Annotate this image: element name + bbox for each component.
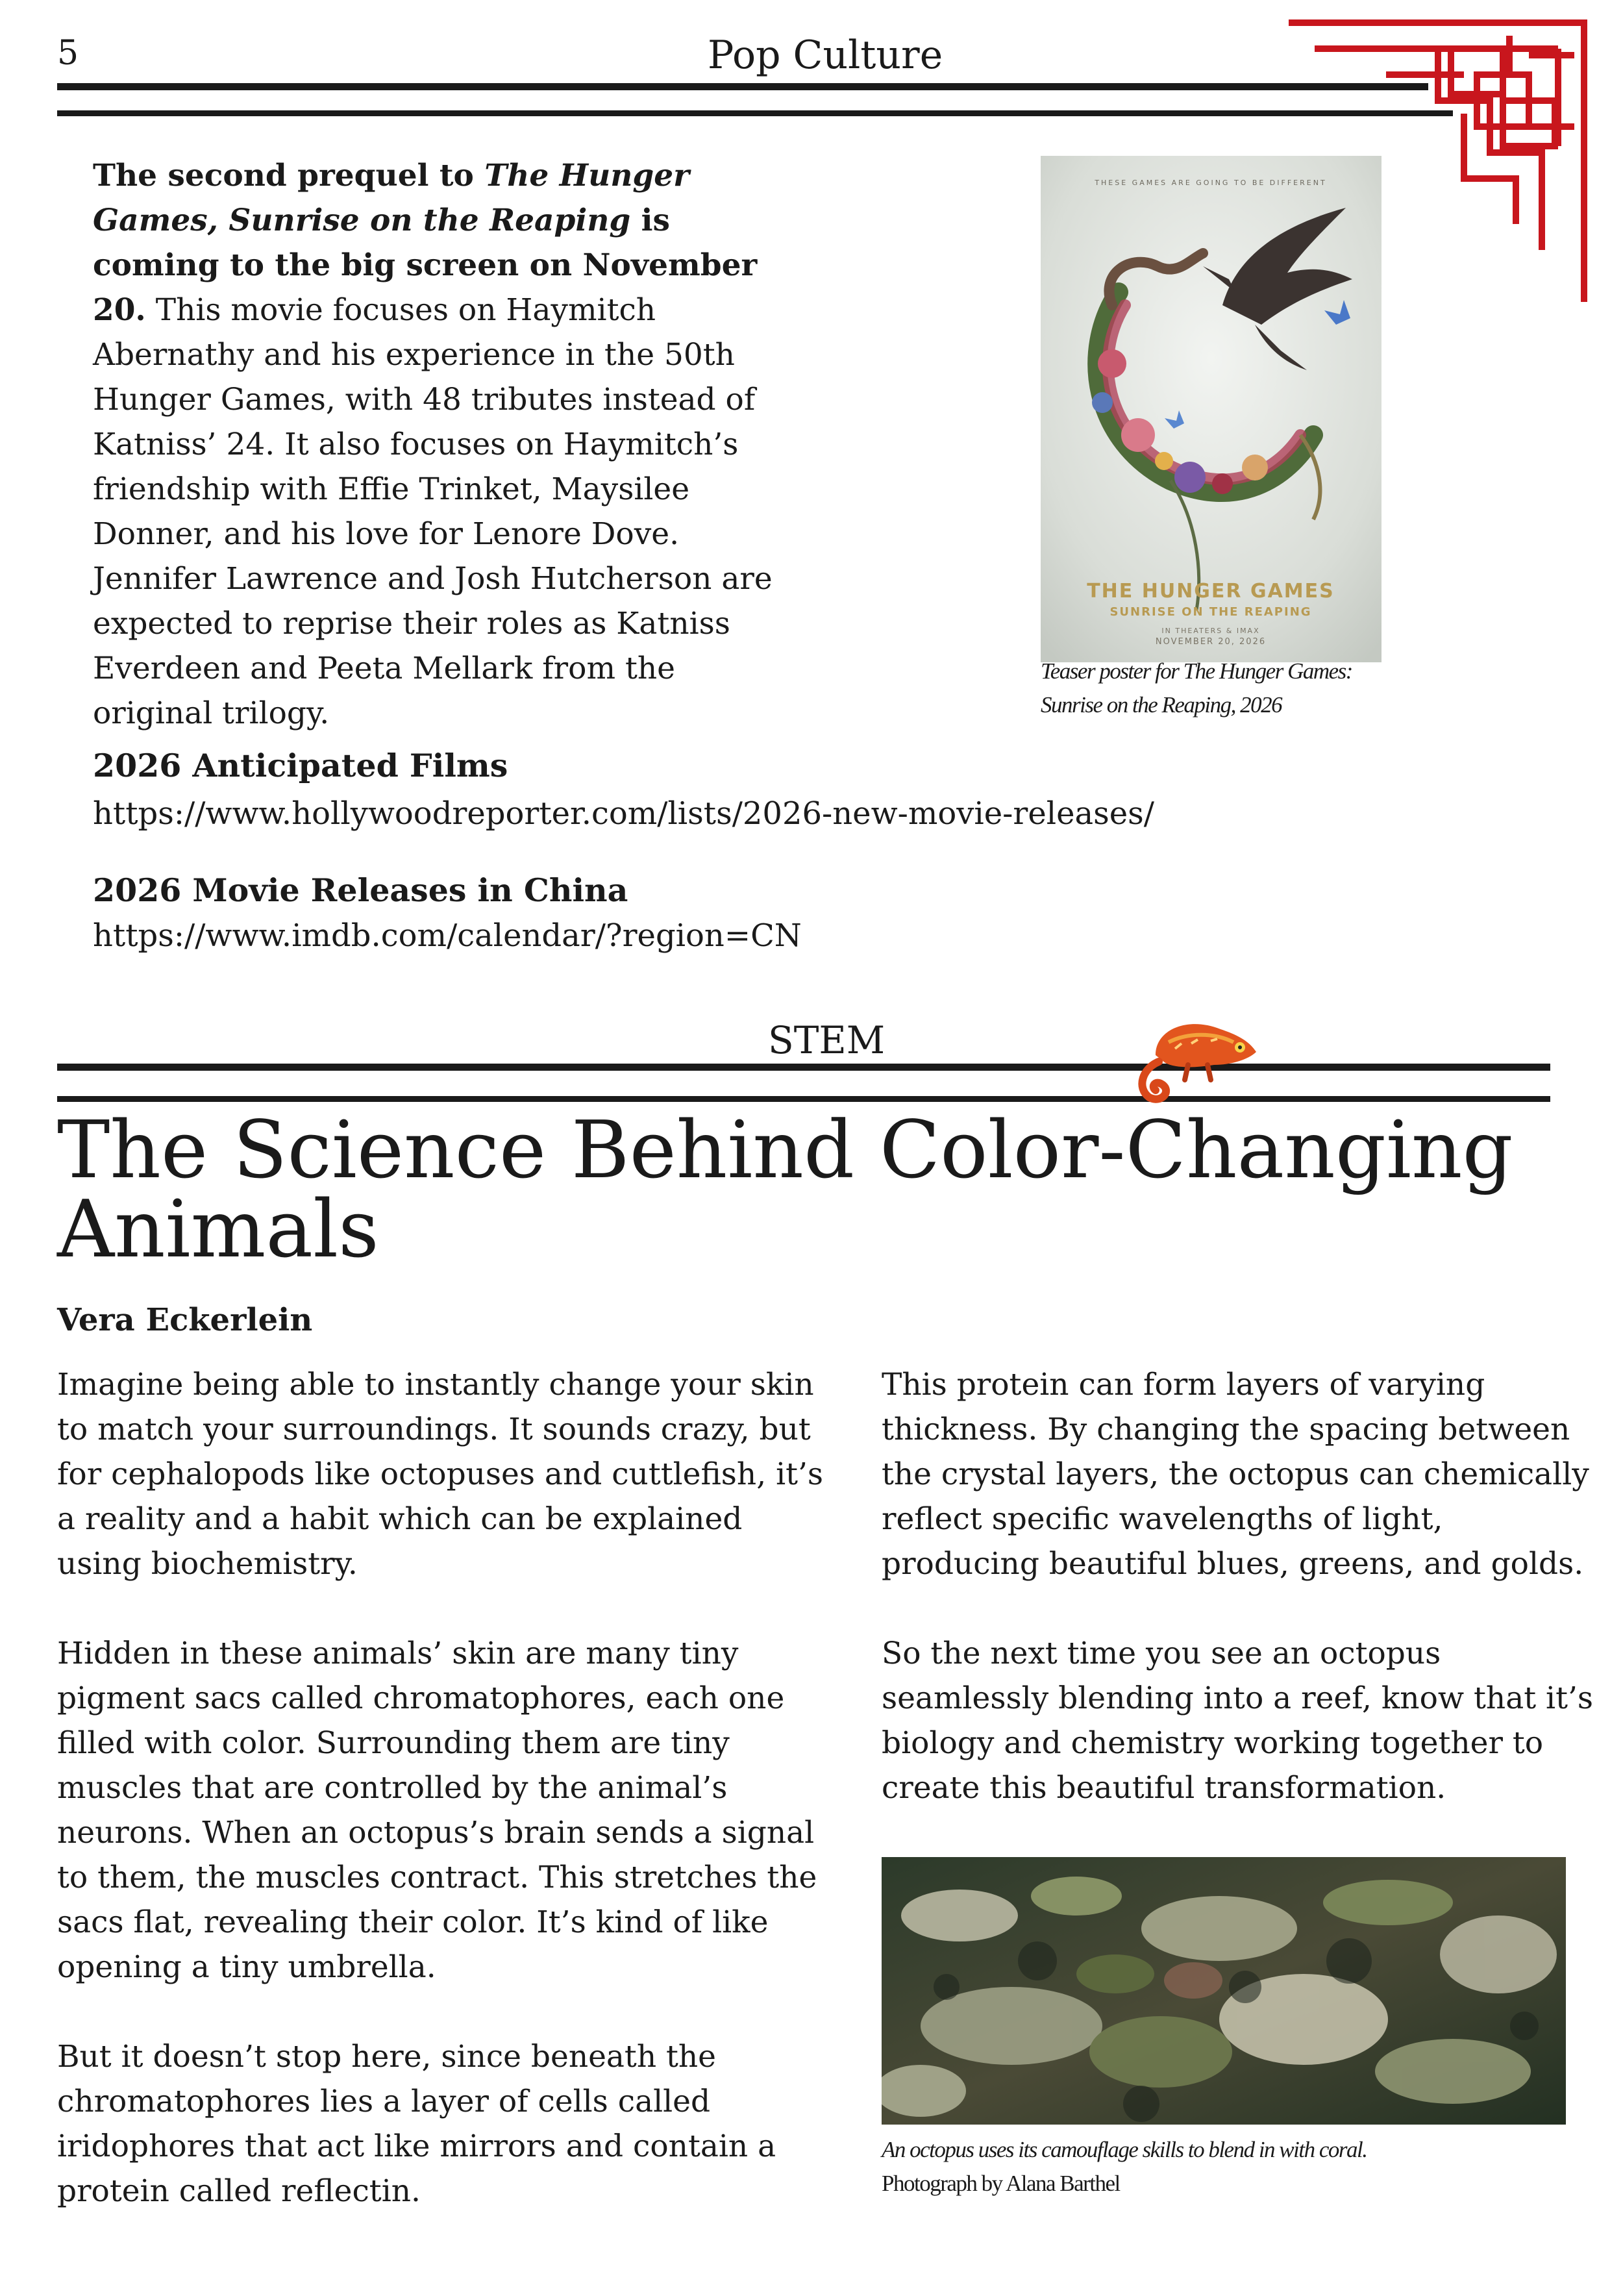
article-title-line2: Animals [57, 1183, 379, 1275]
poster-tagline: THESE GAMES ARE GOING TO BE DIFFERENT [1095, 179, 1327, 187]
link-url-china[interactable]: https://www.imdb.com/calendar/?region=CN [93, 917, 802, 954]
photo-credit: Photograph by Alana Barthel [882, 2171, 1120, 2196]
camouflaged-octopus [1164, 1962, 1222, 1999]
right-paragraph: So the next time you see an octopus seamlessly blending into a reef, know that it’s biology and chemistry working together to create this beautiful transformation. [882, 1636, 1594, 1806]
poster-release-line1: IN THEATERS & IMAX [1161, 627, 1260, 635]
lead-bold-1: The second prequel to [93, 158, 485, 193]
author-byline: Vera Eckerlein [57, 1302, 313, 1338]
left-paragraph: Hidden in these animals’ skin are many tiny pigment sacs called chromatophores, each one filled with color. Surrounding them are tiny muscles that are controlled by the animal’s neurons. When an octopus’s brain sends a signal to them, the muscles contract. This stretches the sacs flat, revealing their color. It’s kind of like opening a tiny umbrella. [57, 1636, 817, 1985]
page-number: 5 [57, 34, 79, 73]
link-heading-anticipated: 2026 Anticipated Films [93, 747, 508, 784]
left-paragraph: But it doesn’t stop here, since beneath the chromatophores lies a layer of cells called iridophores that act like mirrors and contain a protein called reflectin. [57, 2039, 776, 2209]
article-column-left [57, 1362, 830, 2214]
right-paragraph: This protein can form layers of varying thickness. By changing the spacing between the crystal layers, the octopus can chemically reflect specific wavelengths of light, producing beautiful blues, greens, and golds. [882, 1367, 1589, 1582]
lead-bold-italic: The Hunger Games, Sunrise on the Reaping [93, 158, 689, 238]
octopus-coral-photo [882, 1857, 1566, 2125]
movie-poster [1041, 156, 1381, 662]
article-column-right [882, 1362, 1602, 1810]
stem-rule-bottom [57, 1096, 1550, 1102]
poster-caption: Teaser poster for The Hunger Games: Sunrise on the Reaping, 2026 [1041, 658, 1352, 718]
article-title [57, 1104, 1513, 1275]
lead-bold-2: is coming to the big screen on November 20. [93, 203, 758, 328]
stem-rule-top [57, 1064, 1550, 1071]
hunger-games-paragraph [93, 153, 800, 736]
poster-release-line2: NOVEMBER 20, 2026 [1155, 637, 1267, 647]
chameleon-illustration [1130, 1003, 1266, 1107]
left-paragraph: Imagine being able to instantly change your skin to match your surroundings. It sounds crazy, but for cephalopods like octopuses and cuttlefish, it’s a reality and a habit which can be explained using biochemistry. [57, 1367, 824, 1582]
header-rule-top [57, 83, 1428, 90]
stem-section-label: STEM [768, 1018, 886, 1062]
poster-subtitle: SUNRISE ON THE REAPING [1109, 605, 1312, 619]
photo-caption-block [882, 2133, 1570, 2201]
header-rule-bottom [57, 110, 1453, 116]
photo-caption: An octopus uses its camouflage skills to blend in with coral. [882, 2137, 1367, 2162]
hunger-games-body: This movie focuses on Haymitch Abernathy and his experience in the 50th Hunger Games, with 48 tributes instead of Katniss’ 24. It also focuses on Haymitch’s friendship with Effie Trinket, Maysilee Donner, and his love for Lenore Dove. Jennifer Lawrence and Josh Hutcherson are expected to reprise their roles as Katniss Everdeen and Peeta Mellark from the original trilogy. [93, 292, 773, 731]
article-title-line1: The Science Behind Color-Changing [57, 1104, 1513, 1196]
link-url-anticipated[interactable]: https://www.hollywoodreporter.com/lists/2026-new-movie-releases/ [93, 795, 1154, 832]
poster-title: THE HUNGER GAMES [1087, 580, 1335, 603]
section-title: Pop Culture [708, 32, 943, 78]
link-heading-china: 2026 Movie Releases in China [93, 871, 628, 909]
